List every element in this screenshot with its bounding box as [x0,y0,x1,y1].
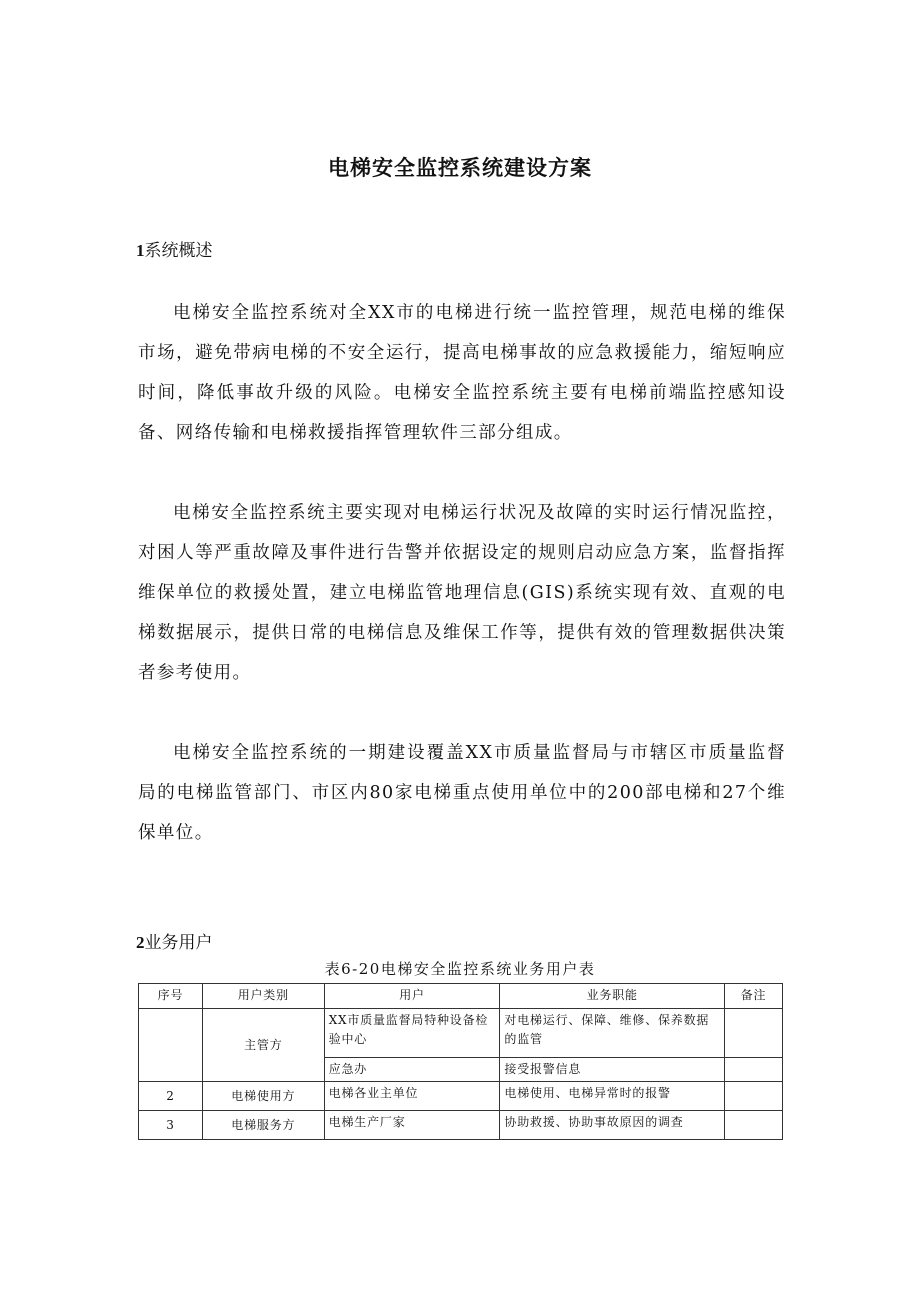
paragraph-3: 电梯安全监控系统的一期建设覆盖XX市质量监督局与市辖区市质量监督局的电梯监管部门、市区内80家电梯重点使用单位中的200部电梯和27个维保单位。 [138,743,786,843]
header-user: 用户 [324,984,500,1009]
cell-category: 电梯使用方 [202,1082,324,1111]
paragraph-1: 电梯安全监控系统对全XX市的电梯进行统一监控管理，规范电梯的维保市场，避免带病电梯的不安全运行，提高电梯事故的应急救援能力，缩短响应时间，降低事故升级的风险。电梯安全监控系统主要有电梯前端监控感知设备、网络传输和电梯救援指挥管理软件三部分组成。 [138,303,786,443]
section-1-number: 1 [136,241,145,260]
cell-category: 主管方 [202,1009,324,1082]
section-2-number: 2 [136,933,145,952]
table-row [139,1082,783,1111]
cell-seq: 2 [139,1082,203,1111]
cell-seq: 3 [139,1111,203,1140]
section-2-label: 业务用户 [144,933,213,953]
paragraph-2: 电梯安全监控系统主要实现对电梯运行状况及故障的实时运行情况监控，对困人等严重故障及事件进行告警并依据设定的规则启动应急方案，监督指挥维保单位的救援处置，建立电梯监管地理信息(GIS)系统实现有效、直观的电梯数据展示，提供日常的电梯信息及维保工作等，提供有效的管理数据供决策者参考使用。 [138,503,786,683]
section-1-heading [136,236,213,261]
cell-user: 电梯生产厂家 [324,1111,500,1140]
table-row [139,1111,783,1140]
header-note: 备注 [725,984,783,1009]
business-users-table [138,983,783,1140]
section-1-label: 系统概述 [144,241,213,261]
table-row [139,1009,783,1058]
cell-duty: 对电梯运行、保障、维修、保养数据的监管 [500,1009,725,1058]
cell-note [725,1082,783,1111]
cell-note [725,1058,783,1082]
cell-seq [139,1009,203,1082]
header-seq: 序号 [139,984,203,1009]
cell-duty: 接受报警信息 [500,1058,725,1082]
header-category: 用户类别 [202,984,324,1009]
cell-user: XX市质量监督局特种设备检验中心 [324,1009,500,1058]
cell-note [725,1009,783,1058]
cell-category: 电梯服务方 [202,1111,324,1140]
header-duty: 业务职能 [500,984,725,1009]
table-header-row [139,984,783,1009]
table-caption: 表6-20电梯安全监控系统业务用户表 [324,960,596,978]
cell-duty: 协助救援、协助事故原因的调查 [500,1111,725,1140]
document-title: 电梯安全监控系统建设方案 [328,156,592,180]
cell-duty: 电梯使用、电梯异常时的报警 [500,1082,725,1111]
cell-user: 电梯各业主单位 [324,1082,500,1111]
section-2-heading [136,928,213,953]
cell-user: 应急办 [324,1058,500,1082]
cell-note [725,1111,783,1140]
